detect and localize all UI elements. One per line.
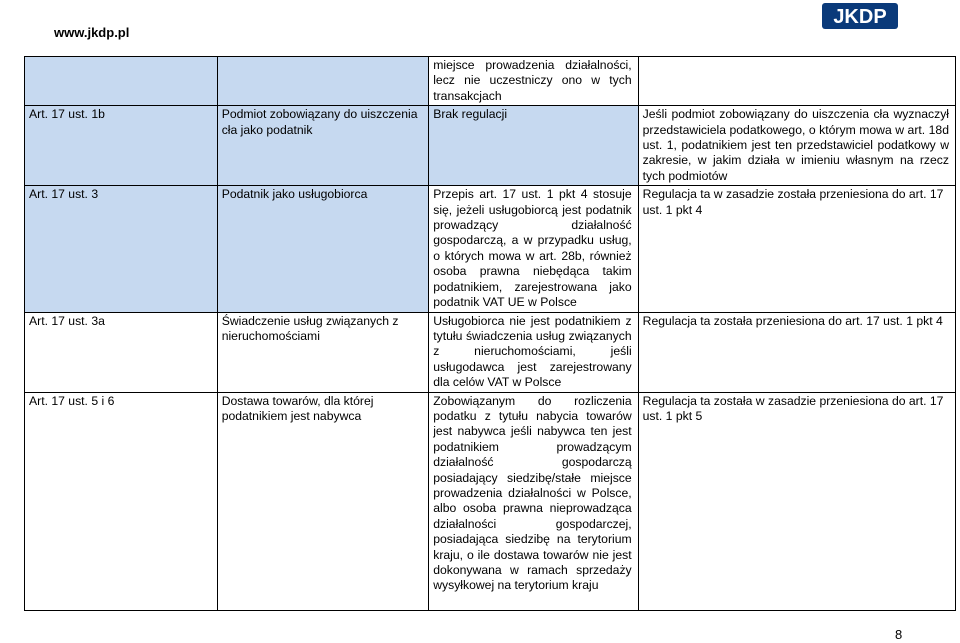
rule-cell: Usługobiorca nie jest podatnikiem z tytułu świadczenia usług związanych z nieruchomościami, jeśli usługodawca jest zarejestrowany dla celów VAT w Polsce <box>429 312 638 392</box>
page-number: 8 <box>895 627 903 642</box>
note-cell: Regulacja ta w zasadzie została przeniesiona do art. 17 ust. 1 pkt 4 <box>638 186 955 312</box>
article-cell: Art. 17 ust. 5 i 6 <box>25 392 218 610</box>
article-cell: Art. 17 ust. 3a <box>25 312 218 392</box>
rule-cell: Zobowiązanym do rozliczenia podatku z tytułu nabycia towarów jest nabywca jeśli nabywca ten jest podatnikiem prowadzącym działalność gospodarczą posiadający siedzibę/stałe miejsce prowadzenia działalności w Polsce, albo osoba prawna nieprowadząca działalności gospodarczej, posiadająca siedzibę na terytorium kraju, o ile dostawa towarów nie jest dokonywana w ramach sprzedaży wysyłkowej na terytorium kraju <box>429 392 638 610</box>
subject-cell: Dostawa towarów, dla której podatnikiem jest nabywca <box>217 392 429 610</box>
note-cell: Regulacja ta została w zasadzie przeniesiona do art. 17 ust. 1 pkt 5 <box>638 392 955 610</box>
subject-cell: Podmiot zobowiązany do uiszczenia cła jako podatnik <box>217 106 429 186</box>
rule-cell: Przepis art. 17 ust. 1 pkt 4 stosuje się, jeżeli usługobiorcą jest podatnik prowadzący działalność gospodarczą, a w przypadku usług, o których mowa w art. 28b, również osoba prawna niebędąca takim podatnikiem, zarejestrowana jako podatnik VAT UE w Polsce <box>429 186 638 312</box>
table-row <box>25 106 956 186</box>
jkdp-logo <box>822 3 898 29</box>
regulation-comparison-table <box>24 56 956 611</box>
rule-cell: Brak regulacji <box>429 106 638 186</box>
site-url: www.jkdp.pl <box>54 25 130 40</box>
note-cell <box>638 57 955 106</box>
article-cell: Art. 17 ust. 3 <box>25 186 218 312</box>
subject-cell <box>217 57 429 106</box>
subject-cell: Podatnik jako usługobiorca <box>217 186 429 312</box>
svg-text:JKDP: JKDP <box>833 6 887 28</box>
table-row <box>25 312 956 392</box>
table-row <box>25 57 956 106</box>
article-cell: Art. 17 ust. 1b <box>25 106 218 186</box>
article-cell <box>25 57 218 106</box>
note-cell: Regulacja ta została przeniesiona do art. 17 ust. 1 pkt 4 <box>638 312 955 392</box>
note-cell: Jeśli podmiot zobowiązany do uiszczenia cła wyznaczył przedstawiciela podatkowego, o którym mowa w art. 18d ust. 1, podatnikiem jest ten przedstawiciel podatkowy w zakresie, w jakim działa w imieniu własnym na rzecz tych podmiotów <box>638 106 955 186</box>
subject-cell: Świadczenie usług związanych z nieruchomościami <box>217 312 429 392</box>
table-row <box>25 392 956 610</box>
table-row <box>25 186 956 312</box>
rule-cell: miejsce prowadzenia działalności, lecz nie uczestniczy ono w tych transakcjach <box>429 57 638 106</box>
